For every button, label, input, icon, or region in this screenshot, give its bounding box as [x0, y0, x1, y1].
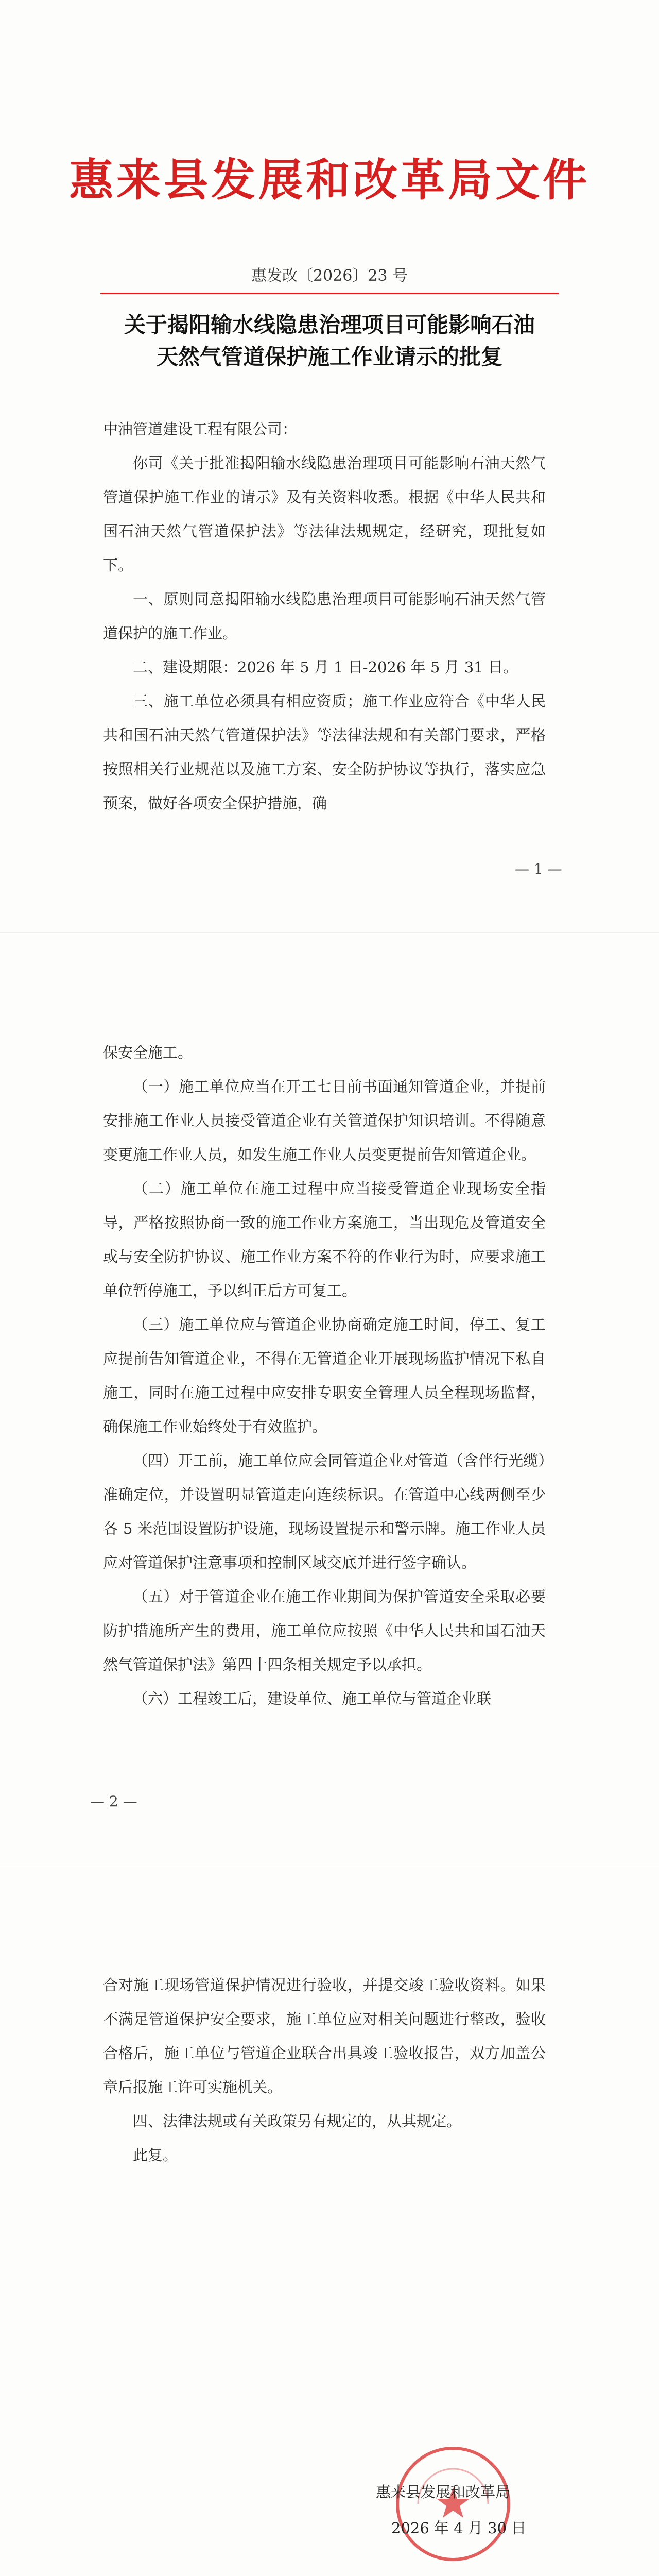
subitem-2-paragraph: （二）施工单位在施工过程中应当接受管道企业现场安全指导，严格按照协商一致的施工作业方案施工，当出现危及管道安全或与安全防护协议、施工作业方案不符的作业行为时，应要求施工单位暂停施工，予以纠正后方可复工。	[103, 1180, 546, 1299]
document-number: 惠发改〔2026〕23 号	[251, 267, 408, 285]
document-title-line-2: 天然气管道保护施工作业请示的批复	[156, 344, 502, 369]
page-number-1: — 1 —	[515, 860, 562, 877]
document-header-title: 惠来县发展和改革局文件	[69, 154, 590, 206]
page-number-2: — 2 —	[90, 1793, 137, 1810]
subitem-6-paragraph-part-1: （六）工程竣工后，建设单位、施工单位与管道企业联	[133, 1690, 492, 1707]
page-2-body	[103, 1036, 546, 1716]
signature-organization: 惠来县发展和改革局	[376, 2483, 511, 2501]
official-seal-stamp	[391, 2442, 515, 2566]
item-2-paragraph: 二、建设期限：2026 年 5 月 1 日-2026 年 5 月 31 日。	[133, 658, 518, 676]
signature-date: 2026 年 4 月 30 日	[391, 2519, 527, 2537]
subitem-1-paragraph: （一）施工单位应当在开工七日前书面通知管道企业，并提前安排施工作业人员接受管道企业有关管道保护知识培训。不得随意变更施工作业人员，如发生施工作业人员变更提前告知管道企业。	[103, 1078, 546, 1163]
page-1	[0, 0, 659, 933]
addressee: 中油管道建设工程有限公司：	[103, 420, 298, 438]
page-3-body	[103, 1968, 546, 2172]
subitem-6-paragraph-part-2: 合对施工现场管道保护情况进行验收，并提交竣工验收资料。如果不满足管道保护安全要求，施工单位应对相关问题进行整改，验收合格后，施工单位与管道企业联合出具竣工验收报告，双方加盖公章后报施工许可实施机关。	[103, 1976, 546, 2096]
subitem-3-paragraph: （三）施工单位应与管道企业协商确定施工时间，停工、复工应提前告知管道企业，不得在无管道企业开展现场监护情况下私自施工，同时在施工过程中应安排专职安全管理人员全程现场监督，确保施工作业始终处于有效监护。	[103, 1316, 546, 1435]
item-3-paragraph-part-2: 保安全施工。	[103, 1044, 193, 1061]
item-1-paragraph: 一、原则同意揭阳输水线隐患治理项目可能影响石油天然气管道保护的施工作业。	[103, 590, 546, 642]
item-3-paragraph-part-1: 三、施工单位必须具有相应资质；施工作业应符合《中华人民共和国石油天然气管道保护法》等法律法规和有关部门要求，严格按照相关行业规范以及施工方案、安全防护协议等执行，落实应急预案，做好各项安全保护措施，确	[103, 692, 546, 812]
closing-text: 此复。	[133, 2146, 178, 2164]
intro-paragraph: 你司《关于批准揭阳输水线隐患治理项目可能影响石油天然气管道保护施工作业的请示》及有关资料收悉。根据《中华人民共和国石油天然气管道保护法》等法律法规规定，经研究，现批复如下。	[103, 454, 546, 574]
page-1-body	[103, 412, 546, 820]
document-title	[98, 309, 561, 373]
page-3	[0, 1865, 659, 2576]
red-separator-line	[100, 293, 559, 294]
subitem-4-paragraph: （四）开工前，施工单位应会同管道企业对管道（含伴行光缆）准确定位，并设置明显管道走向连续标识。在管道中心线两侧至少各 5 米范围设置防护设施，现场设置提示和警示牌。施工作业人员应对管道保护注意事项和控制区域交底并进行签字确认。	[103, 1452, 546, 1571]
subitem-5-paragraph: （五）对于管道企业在施工作业期间为保护管道安全采取必要防护措施所产生的费用，施工单位应按照《中华人民共和国石油天然气管道保护法》第四十四条相关规定予以承担。	[103, 1588, 546, 1673]
document-title-line-1: 关于揭阳输水线隐患治理项目可能影响石油	[124, 312, 535, 337]
page-2	[0, 933, 659, 1865]
item-4-paragraph: 四、法律法规或有关政策另有规定的，从其规定。	[133, 2112, 462, 2130]
